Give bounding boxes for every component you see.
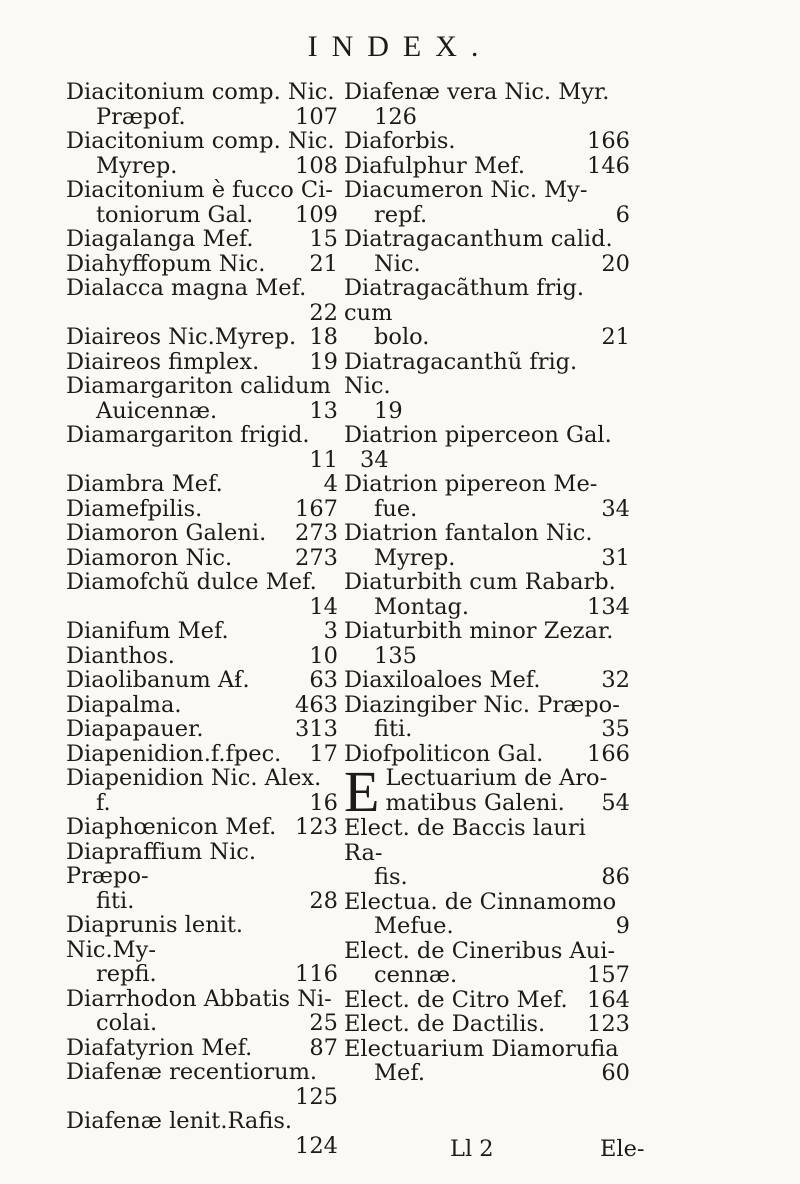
entry-page-number: 54: [601, 789, 630, 816]
entry-text: Mefue.: [374, 913, 454, 939]
entry-text: Diafenæ vera Nic. Myr.: [344, 79, 610, 105]
entry-text: Dianifum Mef.: [66, 618, 229, 644]
entry-text: Diafenæ lenit.Rafis.: [66, 1108, 293, 1134]
entry-text: Elect. de Baccis lauri Ra-: [344, 815, 586, 866]
entry-text: Dialacca magna Mef.: [66, 275, 307, 301]
signature-mark: Ll 2: [450, 1136, 494, 1162]
index-entry-line: [344, 178, 630, 203]
entry-text: Diamargariton frigid.: [66, 422, 310, 448]
entry-text: Diaturbith minor Zezar.: [344, 618, 614, 644]
index-entry-line: [344, 497, 630, 522]
index-entry-line: [344, 227, 630, 252]
entry-page-number: 116: [295, 961, 338, 987]
entry-page-number: 13: [309, 397, 338, 424]
entry-text: Diacitonium comp. Nic.: [66, 79, 335, 105]
entry-text: Diaxiloaloes Mef.: [344, 667, 541, 693]
entry-page-number: 21: [309, 250, 338, 277]
index-entry-line: [344, 914, 630, 939]
index-entry-line: [66, 766, 338, 791]
entry-page-number: 11: [309, 446, 338, 473]
entry-page-number: 146: [587, 152, 630, 179]
index-entry-line: [344, 963, 630, 988]
entry-text: toniorum Gal.: [96, 201, 254, 228]
entry-text: Mef.: [374, 1060, 426, 1086]
index-entry-line: [344, 105, 630, 130]
index-entry-line: [66, 325, 338, 350]
index-entry-line: [66, 1060, 338, 1109]
index-entry-line: [66, 962, 338, 987]
index-entry-line: [344, 890, 630, 915]
entry-page-number: 125: [295, 1083, 338, 1110]
entry-text: Diagalanga Mef.: [66, 226, 254, 252]
index-entry-line: [66, 987, 338, 1012]
entry-text: Diaireos Nic.Myrep.: [66, 324, 297, 350]
entry-text: Montag.: [374, 593, 470, 620]
index-entry-line: [344, 350, 630, 399]
index-entry-line: [66, 227, 338, 252]
index-entry-line: [66, 644, 338, 669]
entry-text: Diaphœnicon Mef.: [66, 814, 277, 840]
entry-text: Diamoron Galeni.: [66, 520, 267, 546]
entry-page-number: 4: [323, 471, 338, 497]
index-entry-line: [344, 865, 630, 890]
entry-text: Nic.: [374, 250, 421, 277]
index-entry-line: [344, 521, 630, 546]
entry-page-number: 109: [295, 201, 338, 228]
index-entry-line: [66, 1011, 338, 1036]
entry-text: Diazingiber Nic. Præpo-: [344, 691, 620, 718]
index-entry-line: [66, 619, 338, 644]
index-entry-line: [344, 668, 630, 693]
index-entry-line: [344, 595, 630, 620]
entry-page-number: 28: [309, 887, 338, 914]
page-title: INDEX.: [307, 30, 493, 63]
entry-page-number: 63: [309, 667, 338, 693]
entry-text: Diamefpilis.: [66, 495, 203, 522]
index-entry-line: [344, 276, 630, 325]
index-entry-line: [344, 154, 630, 179]
entry-text: Diatragacanthum calid.: [344, 226, 613, 252]
entry-page-number: 10: [309, 642, 338, 669]
entry-page-number: 126: [374, 103, 417, 130]
index-entry-line: [344, 1012, 630, 1037]
index-entry-line: [344, 939, 630, 964]
entry-text: fiti.: [374, 716, 413, 742]
entry-text: matibus Galeni.: [385, 789, 565, 816]
index-entry-line: [344, 816, 630, 865]
entry-text: Diamofchũ dulce Mef.: [66, 569, 317, 595]
index-entry-line: [66, 374, 338, 399]
entry-text: Diatrion pipereon Me-: [344, 471, 598, 497]
entry-page-number: 31: [601, 544, 630, 571]
entry-text: fis.: [374, 864, 408, 890]
index-entry-line: [66, 521, 338, 546]
index-entry-line: [66, 717, 338, 742]
index-entry-line: [344, 80, 630, 105]
entry-page-number: 17: [309, 740, 338, 767]
entry-text: Præpof.: [96, 103, 186, 130]
index-entry-line: [344, 619, 630, 644]
index-entry-line: [66, 913, 338, 962]
entry-page-number: 9: [615, 913, 630, 939]
entry-text: Myrep.: [96, 152, 178, 179]
index-entry-line: [66, 80, 338, 105]
index-entry-line: [344, 742, 630, 767]
entry-text: Diaforbis.: [344, 128, 456, 154]
entry-text: cennæ.: [374, 962, 458, 988]
entry-text: Lectuarium de Aro-: [385, 766, 608, 791]
index-entry-line: [66, 472, 338, 497]
index-entry-line: [66, 276, 338, 325]
entry-page-number: 18: [309, 324, 338, 350]
entry-text: f.: [96, 789, 111, 816]
entry-page-number: 16: [309, 789, 338, 816]
index-entry-line: [66, 546, 338, 571]
entry-text: Diapalma.: [66, 691, 182, 718]
entry-text: Elect. de Dactilis.: [344, 1011, 546, 1037]
entry-page-number: 108: [295, 152, 338, 179]
index-entry-line: [66, 399, 338, 424]
index-entry-line: [344, 717, 630, 742]
index-entry-line: [344, 1061, 630, 1086]
entry-text: Diofpoliticon Gal.: [344, 740, 544, 767]
entry-text: Diamoron Nic.: [66, 544, 233, 571]
entry-page-number: 87: [309, 1034, 338, 1061]
entry-text: Diafulphur Mef.: [344, 152, 525, 179]
index-column-right: [344, 80, 630, 1086]
entry-page-number: 34: [601, 495, 630, 522]
index-entry-line: [66, 1036, 338, 1061]
index-column-left: [66, 80, 338, 1158]
index-entry-line: [66, 742, 338, 767]
entry-text: Diapapauer.: [66, 716, 204, 742]
index-entry-line: [344, 472, 630, 497]
entry-text: Diaireos fimplex.: [66, 348, 260, 375]
index-entry-line: [66, 252, 338, 277]
entry-page-number: 19: [374, 397, 403, 424]
index-entry-line: [344, 1037, 630, 1062]
entry-text: Electua. de Cinnamomo: [344, 888, 617, 915]
index-entry-line: [344, 693, 630, 718]
entry-page-number: 167: [295, 495, 338, 522]
entry-page-number: 273: [295, 544, 338, 571]
entry-page-number: 463: [295, 691, 338, 718]
entry-text: Diatragacanthũ frig. Nic.: [344, 348, 578, 399]
entry-page-number: 107: [295, 103, 338, 130]
entry-page-number: 25: [309, 1010, 338, 1036]
index-entry-line: [66, 668, 338, 693]
entry-text: fue.: [374, 495, 418, 522]
entry-page-number: 135: [374, 642, 417, 669]
index-entry-line: [344, 570, 630, 595]
entry-page-number: 20: [601, 250, 630, 277]
index-entry-line: [385, 791, 630, 816]
index-entry-line: [66, 105, 338, 130]
index-entry-line: [66, 889, 338, 914]
entry-page-number: 123: [587, 1011, 630, 1037]
index-entry-line: [344, 129, 630, 154]
entry-text: Diacumeron Nic. My-: [344, 177, 588, 203]
entry-page-number: 32: [601, 667, 630, 693]
entry-page-number: 14: [309, 593, 338, 620]
entry-page-number: 86: [601, 864, 630, 890]
index-entry-line: [344, 644, 630, 669]
index-entry-line: [66, 693, 338, 718]
entry-text: Diahyffopum Nic.: [66, 250, 266, 277]
entry-text: Diapraffium Nic. Præpo-: [66, 838, 257, 889]
entry-page-number: 21: [601, 324, 630, 350]
entry-page-number: 34: [360, 446, 389, 473]
index-entry-line: [66, 840, 338, 889]
index-entry-line: [66, 203, 338, 228]
entry-page-number: 60: [601, 1060, 630, 1086]
index-entry-line: [66, 129, 338, 154]
entry-page-number: 166: [587, 128, 630, 154]
entry-page-number: 35: [601, 716, 630, 742]
entry-text: Diatrion piperceon Gal.: [344, 422, 612, 448]
entry-text: Diafatyrion Mef.: [66, 1034, 253, 1061]
entry-text: Diaturbith cum Rabarb.: [344, 569, 616, 595]
entry-page-number: 313: [295, 716, 338, 742]
entry-page-number: 3: [323, 618, 338, 644]
entry-page-number: 123: [295, 814, 338, 840]
index-entry-line: [385, 766, 630, 791]
index-entry-line: [66, 350, 338, 375]
entry-text: Diatrion fantalon Nic.: [344, 520, 593, 546]
entry-page-number: 164: [587, 986, 630, 1013]
entry-page-number: 134: [587, 593, 630, 620]
entry-page-number: 273: [295, 520, 338, 546]
entry-text: Diamargariton calidum: [66, 373, 331, 399]
index-entry-line: [66, 791, 338, 816]
index-entry-line: [66, 570, 338, 619]
index-entry-line: [344, 203, 630, 228]
page-footer: [440, 1136, 680, 1162]
entry-text: Myrep.: [374, 544, 456, 571]
entry-text: fiti.: [96, 887, 135, 914]
index-entry-line: [66, 497, 338, 522]
index-entry-line: [66, 815, 338, 840]
index-entry-line: [344, 252, 630, 277]
index-entry-line: [66, 423, 338, 472]
entry-text: Auicennæ.: [96, 397, 218, 424]
entry-text: repf.: [374, 201, 428, 228]
entry-text: Diapenidion Nic. Alex.: [66, 765, 322, 791]
entry-page-number: 166: [587, 740, 630, 767]
entry-text: Diacitonium comp. Nic.: [66, 128, 335, 154]
dropcap-letter: E: [344, 766, 380, 816]
entry-text: Diacitonium è fucco Ci-: [66, 177, 333, 203]
index-entry-line: [66, 178, 338, 203]
catchword: Ele-: [600, 1136, 645, 1162]
entry-page-number: 157: [587, 962, 630, 988]
entry-text: repfi.: [96, 961, 157, 987]
entry-text: Diaprunis lenit. Nic.My-: [66, 912, 244, 963]
index-entry-line: [344, 423, 630, 472]
entry-text: bolo.: [374, 324, 430, 350]
index-entry-line: [344, 988, 630, 1013]
entry-page-number: 19: [309, 348, 338, 375]
entry-text: Diarrhodon Abbatis Ni-: [66, 985, 332, 1012]
entry-text: Electuarium Diamorufia: [344, 1035, 619, 1062]
entry-text: Diapenidion.f.fpec.: [66, 740, 282, 767]
entry-page-number: 6: [615, 201, 630, 228]
entry-text: Elect. de Citro Mef.: [344, 986, 568, 1013]
entry-text: Elect. de Cineribus Aui-: [344, 937, 616, 964]
entry-text: Diaolibanum Aẜ.: [66, 667, 250, 693]
entry-page-number: 22: [309, 299, 338, 326]
entry-text: Diatragacãthum frig. cum: [344, 275, 585, 326]
entry-page-number: 15: [309, 226, 338, 252]
index-entry-line: [344, 546, 630, 571]
dropcap-entry: [344, 766, 630, 816]
entry-text: Diafenæ recentiorum.: [66, 1059, 318, 1085]
entry-page-number: 124: [295, 1132, 338, 1159]
index-entry-line: [66, 154, 338, 179]
index-entry-line: [66, 1109, 338, 1158]
index-entry-line: [344, 325, 630, 350]
entry-text: Dianthos.: [66, 642, 175, 669]
entry-text: Diambra Mef.: [66, 471, 223, 497]
entry-text: colai.: [96, 1010, 158, 1036]
index-entry-line: [344, 399, 630, 424]
